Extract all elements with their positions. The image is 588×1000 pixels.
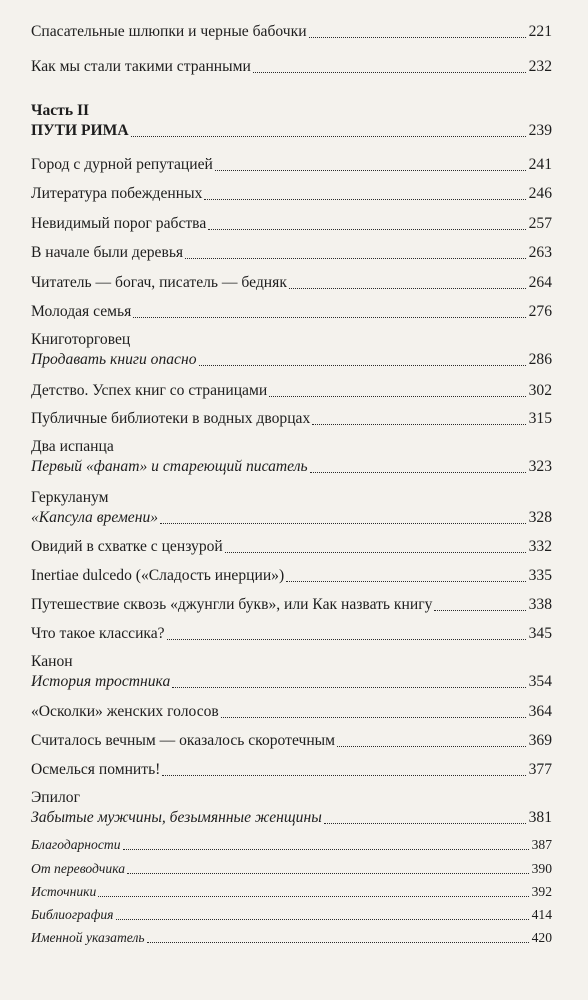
- toc-back-entry: [31, 906, 552, 924]
- toc-entry-page: 369: [528, 732, 552, 749]
- part-label: Часть II: [31, 102, 90, 119]
- toc-entry: [31, 788, 552, 828]
- toc-entry: [31, 22, 552, 42]
- toc-entry-title: Считалось вечным — оказалось скоротечным: [31, 732, 336, 749]
- toc-entry-title: Эпилог: [31, 789, 80, 806]
- leader-dots: [162, 775, 525, 776]
- leader-dots: [324, 823, 526, 824]
- leader-dots: [221, 717, 526, 718]
- toc-entry-page: 420: [531, 930, 552, 945]
- toc-entry-page: 323: [528, 458, 552, 475]
- leader-dots: [225, 552, 526, 553]
- toc-entry-page: 221: [528, 23, 552, 40]
- toc-back-entry: [31, 883, 552, 901]
- leader-dots: [434, 610, 525, 611]
- toc-entry-page: 387: [531, 837, 552, 852]
- toc-entry: [31, 381, 552, 401]
- toc-entry: [31, 760, 552, 780]
- toc-entry-title: Молодая семья: [31, 303, 132, 320]
- toc-entry-title: Читатель — богач, писатель — бедняк: [31, 274, 287, 291]
- toc-entry-title: Овидий в схватке с цензурой: [31, 538, 223, 555]
- part-heading: [31, 101, 552, 141]
- toc-entry-title: Что такое классика?: [31, 625, 165, 642]
- toc-back-entry: [31, 836, 552, 854]
- leader-dots: [160, 523, 526, 524]
- leader-dots: [133, 317, 525, 318]
- toc-entry: [31, 409, 552, 429]
- toc-entry: [31, 57, 552, 77]
- toc-entry-title: Как мы стали такими странными: [31, 58, 251, 75]
- toc-entry-title: Публичные библиотеки в водных дворцах: [31, 410, 311, 427]
- leader-dots: [337, 746, 526, 747]
- leader-dots: [253, 72, 526, 73]
- toc-entry: [31, 184, 552, 204]
- leader-dots: [116, 919, 529, 920]
- toc-entry: [31, 652, 552, 692]
- toc-entry-page: 414: [531, 907, 552, 922]
- leader-dots: [269, 396, 525, 397]
- toc-entry-title: Inertiae dulcedo («Сладость инерции»): [31, 567, 285, 584]
- leader-dots: [286, 581, 525, 582]
- toc-entry-subtitle: История тростника: [31, 673, 171, 690]
- toc-entry-subtitle: Продавать книги опасно: [31, 351, 197, 368]
- toc-entry-title: Спасательные шлюпки и черные бабочки: [31, 23, 307, 40]
- toc-entry: [31, 595, 552, 615]
- toc-entry-page: 364: [528, 703, 552, 720]
- toc-entry-page: 377: [528, 761, 552, 778]
- toc-entry-subtitle: Забытые мужчины, безымянные женщины: [31, 809, 322, 826]
- leader-dots: [123, 849, 529, 850]
- toc-entry-page: 286: [528, 351, 552, 368]
- leader-dots: [208, 229, 525, 230]
- toc-entry-title: Канон: [31, 653, 73, 670]
- toc-entry-title: «Осколки» женских голосов: [31, 703, 219, 720]
- toc-entry: [31, 437, 552, 477]
- toc-entry-page: 328: [528, 509, 552, 526]
- leader-dots: [131, 136, 526, 137]
- table-of-contents: [31, 0, 552, 1000]
- toc-entry: [31, 330, 552, 370]
- toc-entry-page: 338: [528, 596, 552, 613]
- toc-entry: [31, 488, 552, 528]
- toc-entry-title: Благодарности: [31, 837, 121, 852]
- leader-dots: [310, 472, 526, 473]
- part-page: 239: [528, 122, 552, 139]
- toc-entry-page: 392: [531, 884, 552, 899]
- toc-entry: [31, 214, 552, 234]
- toc-entry-page: 263: [528, 244, 552, 261]
- toc-entry: [31, 273, 552, 293]
- toc-entry-subtitle: Первый «фанат» и стареющий писатель: [31, 458, 308, 475]
- toc-entry: [31, 624, 552, 644]
- toc-entry-page: 276: [528, 303, 552, 320]
- leader-dots: [199, 365, 526, 366]
- toc-entry-title: Осмелься помнить!: [31, 761, 161, 778]
- toc-entry-page: 345: [528, 625, 552, 642]
- leader-dots: [172, 687, 525, 688]
- toc-entry-title: Библиография: [31, 907, 114, 922]
- toc-entry-title: Геркуланум: [31, 489, 109, 506]
- toc-entry-page: 257: [528, 215, 552, 232]
- toc-entry-title: Источники: [31, 884, 97, 899]
- toc-entry-page: 241: [528, 156, 552, 173]
- toc-entry-title: Два испанца: [31, 438, 114, 455]
- toc-entry-title: Детство. Успех книг со страницами: [31, 382, 268, 399]
- leader-dots: [147, 942, 529, 943]
- toc-entry-page: 264: [528, 274, 552, 291]
- leader-dots: [98, 896, 528, 897]
- toc-entry-title: От переводчика: [31, 861, 126, 876]
- toc-entry-page: 354: [528, 673, 552, 690]
- toc-entry-title: Именной указатель: [31, 930, 145, 945]
- toc-entry-page: 381: [528, 809, 552, 826]
- toc-back-entry: [31, 929, 552, 947]
- toc-entry-subtitle: «Капсула времени»: [31, 509, 159, 526]
- leader-dots: [185, 258, 526, 259]
- toc-entry: [31, 155, 552, 175]
- toc-entry-title: Книготорговец: [31, 331, 131, 348]
- toc-entry-page: 246: [528, 185, 552, 202]
- toc-entry-title: В начале были деревья: [31, 244, 184, 261]
- toc-entry-page: 315: [528, 410, 552, 427]
- toc-entry: [31, 537, 552, 557]
- toc-entry-title: Путешествие сквозь «джунгли букв», или Как назвать книгу: [31, 596, 433, 613]
- toc-entry: [31, 566, 552, 586]
- toc-entry-page: 232: [528, 58, 552, 75]
- toc-entry-title: Город с дурной репутацией: [31, 156, 213, 173]
- toc-entry-title: Невидимый порог рабства: [31, 215, 207, 232]
- toc-entry-page: 332: [528, 538, 552, 555]
- leader-dots: [289, 288, 526, 289]
- leader-dots: [309, 37, 526, 38]
- leader-dots: [167, 639, 526, 640]
- leader-dots: [204, 199, 525, 200]
- toc-entry-page: 335: [528, 567, 552, 584]
- part-title: ПУТИ РИМА: [31, 122, 129, 139]
- toc-back-entry: [31, 860, 552, 878]
- toc-entry: [31, 243, 552, 263]
- toc-entry: [31, 702, 552, 722]
- toc-entry-page: 390: [531, 861, 552, 876]
- toc-entry: [31, 731, 552, 751]
- toc-entry-title: Литература побежденных: [31, 185, 203, 202]
- toc-entry: [31, 302, 552, 322]
- toc-entry-page: 302: [528, 382, 552, 399]
- leader-dots: [215, 170, 526, 171]
- leader-dots: [127, 873, 529, 874]
- leader-dots: [312, 424, 525, 425]
